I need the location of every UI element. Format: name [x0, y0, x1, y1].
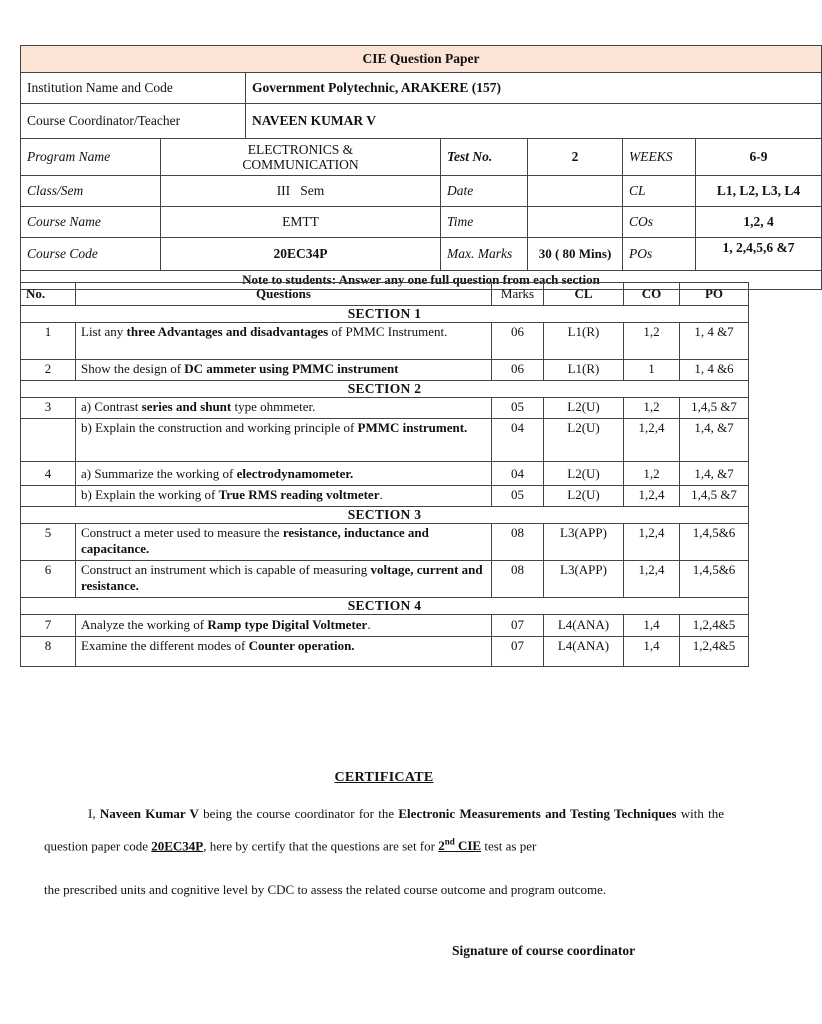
student-note: Note to students: Answer any one full question from each section — [21, 271, 822, 290]
q-cl: L2(U) — [544, 462, 624, 486]
course-name-label: Course Name — [21, 207, 161, 238]
q-marks: 05 — [492, 398, 544, 419]
program-label: Program Name — [21, 139, 161, 176]
cie-word: CIE — [454, 838, 482, 854]
q-cl: L3(APP) — [544, 524, 624, 561]
q-cl: L1(R) — [544, 360, 624, 381]
q-marks: 08 — [492, 561, 544, 598]
cl-label: CL — [623, 176, 696, 207]
cert-paper-code: 20EC34P — [151, 838, 204, 854]
q-no: 4 — [21, 462, 76, 486]
q-text — [76, 419, 492, 462]
q-co: 1,2,4 — [624, 486, 680, 507]
q-text-plain: of PMMC Instrument. — [328, 324, 448, 339]
cos-label: COs — [623, 207, 696, 238]
program-line2: COMMUNICATION — [242, 157, 359, 172]
cert-text: , here by certify that the questions are set for — [203, 838, 439, 854]
q-no: 1 — [21, 323, 76, 360]
table-row — [21, 462, 749, 486]
certificate-body — [44, 800, 724, 860]
q-po: 1,4,5&6 — [680, 524, 749, 561]
q-text — [76, 637, 492, 667]
q-text-plain: Construct an instrument which is capable of measuring — [81, 562, 371, 577]
section-3-heading: SECTION 3 — [21, 507, 749, 524]
q-text-bold: Ramp type Digital Voltmeter — [207, 617, 368, 632]
q-no — [21, 419, 76, 462]
col-no: No. — [21, 283, 76, 306]
q-text-bold: DC ammeter using PMMC instrument — [184, 361, 399, 376]
cos-value: 1,2, 4 — [696, 207, 822, 238]
q-text — [76, 486, 492, 507]
cert-text: test as per — [481, 838, 537, 854]
q-marks: 04 — [492, 419, 544, 462]
q-marks: 07 — [492, 615, 544, 637]
q-po: 1,4, &7 — [680, 462, 749, 486]
time-label: Time — [441, 207, 528, 238]
cl-value: L1, L2, L3, L4 — [696, 176, 822, 207]
coordinator-value: NAVEEN KUMAR V — [246, 104, 822, 139]
signature-label: Signature of course coordinator — [452, 943, 636, 958]
cert-course-name: Electronic Measurements and Testing Techniques — [398, 806, 677, 821]
weeks-value: 6-9 — [696, 139, 822, 176]
q-text — [76, 524, 492, 561]
q-text-bold: electrodynamometer. — [236, 466, 354, 481]
q-cl: L2(U) — [544, 398, 624, 419]
q-no — [21, 486, 76, 507]
q-marks: 04 — [492, 462, 544, 486]
q-text — [76, 398, 492, 419]
q-co: 1,2 — [624, 398, 680, 419]
q-co: 1,2,4 — [624, 524, 680, 561]
q-po: 1, 4 &6 — [680, 360, 749, 381]
cert-text: being the course coordinator for the — [198, 806, 399, 821]
q-co: 1,2 — [624, 323, 680, 360]
q-cl: L2(U) — [544, 486, 624, 507]
class-value: III Sem — [161, 176, 441, 207]
q-no: 2 — [21, 360, 76, 381]
paper-title: CIE Question Paper — [21, 46, 822, 73]
table-row — [21, 637, 749, 667]
q-text-plain: . — [379, 487, 383, 502]
table-row — [21, 398, 749, 419]
q-cl: L3(APP) — [544, 561, 624, 598]
weeks-label: WEEKS — [623, 139, 696, 176]
cert-coordinator-name: Naveen Kumar V — [99, 806, 199, 821]
q-marks: 07 — [492, 637, 544, 667]
questions-table — [20, 282, 749, 667]
q-co: 1,4 — [624, 637, 680, 667]
header-table — [20, 45, 822, 290]
col-questions: Questions — [76, 283, 492, 306]
q-po: 1,4, &7 — [680, 419, 749, 462]
coordinator-label: Course Coordinator/Teacher — [21, 104, 246, 139]
table-row — [21, 419, 749, 462]
section-2-heading: SECTION 2 — [21, 381, 749, 398]
pos-value: 1, 2,4,5,6 &7 — [696, 238, 822, 271]
table-row — [21, 561, 749, 598]
table-row — [21, 323, 749, 360]
certificate-last-line: the prescribed units and cognitive level by CDC to assess the related course outcome and program outcome. — [44, 882, 607, 897]
q-co: 1,2 — [624, 462, 680, 486]
course-code-value: 20EC34P — [161, 238, 441, 271]
date-label: Date — [441, 176, 528, 207]
q-text-bold: resistance, inductance and capacitance. — [81, 525, 429, 556]
q-text-bold: True RMS reading voltmeter — [218, 487, 380, 502]
course-name-value: EMTT — [161, 207, 441, 238]
q-text-plain: . — [367, 617, 371, 632]
course-code-label: Course Code — [21, 238, 161, 271]
table-row — [21, 524, 749, 561]
q-text-plain: Construct a meter used to measure the — [81, 525, 283, 540]
cert-text: with the question paper code — [44, 806, 724, 854]
q-co: 1,2,4 — [624, 561, 680, 598]
table-row — [21, 360, 749, 381]
q-cl: L1(R) — [544, 323, 624, 360]
q-po: 1,2,4&5 — [680, 615, 749, 637]
q-cl: L4(ANA) — [544, 637, 624, 667]
institution-label: Institution Name and Code — [21, 73, 246, 104]
test-value: 2 — [528, 139, 623, 176]
q-marks: 06 — [492, 360, 544, 381]
q-text-plain: type ohmmeter. — [231, 399, 316, 414]
q-text-plain: a) Contrast — [81, 399, 142, 414]
max-marks-label: Max. Marks — [441, 238, 528, 271]
q-text-plain: Examine the different modes of — [81, 638, 249, 653]
q-no: 6 — [21, 561, 76, 598]
q-marks: 08 — [492, 524, 544, 561]
q-text-bold: Counter operation. — [248, 638, 355, 653]
q-co: 1,2,4 — [624, 419, 680, 462]
table-row — [21, 615, 749, 637]
q-marks: 06 — [492, 323, 544, 360]
program-line1: ELECTRONICS & — [247, 142, 354, 157]
q-no: 7 — [21, 615, 76, 637]
q-po: 1,4,5 &7 — [680, 486, 749, 507]
q-text — [76, 360, 492, 381]
q-no: 3 — [21, 398, 76, 419]
certificate-title: CERTIFICATE — [334, 770, 434, 785]
class-label: Class/Sem — [21, 176, 161, 207]
q-marks: 05 — [492, 486, 544, 507]
table-row — [21, 486, 749, 507]
q-po: 1, 4 &7 — [680, 323, 749, 360]
date-value — [528, 176, 623, 207]
q-text-plain: b) Explain the construction and working principle of — [81, 420, 358, 435]
q-po: 1,4,5&6 — [680, 561, 749, 598]
q-text — [76, 462, 492, 486]
q-text-bold: voltage, current and resistance. — [81, 562, 483, 593]
cert-cie-number — [438, 838, 481, 853]
q-po: 1,4,5 &7 — [680, 398, 749, 419]
q-text-bold: PMMC instrument. — [357, 420, 468, 435]
max-marks-value: 30 ( 80 Mins) — [528, 238, 623, 271]
institution-value: Government Polytechnic, ARAKERE (157) — [246, 73, 822, 104]
q-co: 1 — [624, 360, 680, 381]
col-marks: Marks — [492, 283, 544, 306]
program-value — [161, 139, 441, 176]
cert-text: I, — [88, 806, 100, 821]
cie-sup: nd — [444, 837, 455, 847]
pos-label: POs — [623, 238, 696, 271]
q-text-bold: series and shunt — [141, 399, 232, 414]
test-label: Test No. — [441, 139, 528, 176]
q-no: 5 — [21, 524, 76, 561]
q-text-plain: a) Summarize the working of — [81, 466, 237, 481]
q-text-bold: three Advantages and disadvantages — [126, 324, 329, 339]
cie-num: 2 — [438, 838, 445, 854]
q-text — [76, 615, 492, 637]
q-text — [76, 323, 492, 360]
col-cl: CL — [544, 283, 624, 306]
section-4-heading: SECTION 4 — [21, 598, 749, 615]
q-text-plain: List any — [81, 324, 127, 339]
q-co: 1,4 — [624, 615, 680, 637]
col-po: PO — [680, 283, 749, 306]
q-cl: L2(U) — [544, 419, 624, 462]
q-text-plain: Show the design of — [81, 361, 185, 376]
col-co: CO — [624, 283, 680, 306]
q-text-plain: b) Explain the working of — [81, 487, 219, 502]
q-no: 8 — [21, 637, 76, 667]
q-po: 1,2,4&5 — [680, 637, 749, 667]
section-1-heading: SECTION 1 — [21, 306, 749, 323]
q-text — [76, 561, 492, 598]
q-cl: L4(ANA) — [544, 615, 624, 637]
time-value — [528, 207, 623, 238]
q-text-plain: Analyze the working of — [81, 617, 208, 632]
